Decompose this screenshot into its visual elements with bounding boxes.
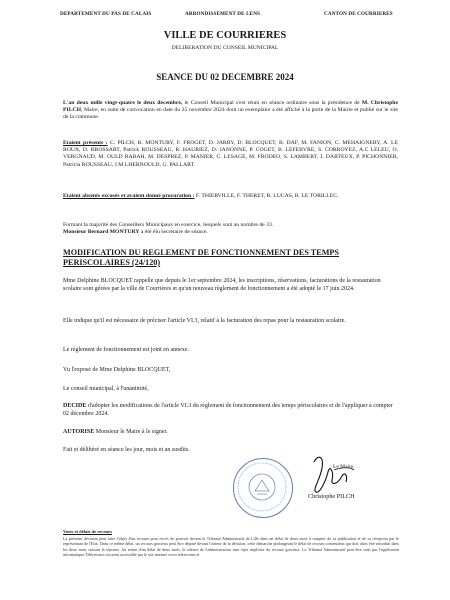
- intro-text-2: , Maire, en suite de convocation en date du 25 novembre 2024 dont un exemplaire a été affiché à la porte de la Mairie et publié sur le site de la commune.: [63, 107, 398, 121]
- quorum-paragraph: [63, 222, 398, 236]
- body-paragraph-2: Elle indique qu'il est nécessaire de préciser l'article VI.3, relatif à la facturation des repas pour la restauration scolaire.: [63, 318, 346, 324]
- body-paragraph-closing: Fait et délibéré en séance les jour, mois et an susdits.: [63, 447, 190, 453]
- secretary-name: Monsieur Bernard MONTURY: [63, 229, 140, 236]
- presents-paragraph: [63, 140, 398, 169]
- decide-text: d'adopter les modifications de l'article VI.3 du règlement de fonctionnement des temps périscolaires et de l'appliquer à compter 02 décembre 2024.: [63, 403, 393, 418]
- body-paragraph-4: Vu l'exposé de Mme Delphine BLOCQUET,: [63, 367, 171, 373]
- presents-list: C. PILCH, B. MONTURY, F. FROGET, D. JARRY, D. BLOCQUET, B. DAF, M. FANION, C. MEHAIGNERY, A. LE ROUX, D. BROSSART, Patrick ROUSSEAU, R. HAURIEZ, D. JANONNE, P. COGET, B. LEFEBVRE, S. CORROYEZ, A.C LELEU, O. VERGNAUD, M. OULD RABAH, M. DESPREZ, P. MANIER, C. LESAGE, M. FRODEO, S. LAMBERT, J. DARTEUX, P. PICHONNIER, Patricia ROUSSEAU, J.M LHERNOULD, G. PALLART.: [63, 140, 398, 168]
- absents-list: F. THIERVILLE, F. THERET, R. LUCAS, B. LE TORILLEC.: [194, 193, 339, 199]
- header-canton: CANTON DE COURRIERES: [324, 11, 393, 17]
- absents-paragraph: [63, 193, 398, 200]
- quorum-line: Formant la majorité des Conseillers Municipaux en exercice, lesquels sont au nombre de 33.: [63, 222, 274, 228]
- mayor-signature-icon: [304, 450, 374, 495]
- authorise-text: Monsieur le Maire à le signer.: [94, 429, 168, 435]
- presents-label: Etaient présents :: [63, 140, 108, 146]
- body-paragraph-1: Mme Delphine BLOCQUET rappelle que depuis le 1er septembre 2024, les inscriptions, réservations, facturations de la restauration scolaire sont gérées par la ville de Courrières et qu'un nouveau règlement de fonctionnement a été adopté le 17 juin 2024.: [63, 278, 381, 293]
- decide-keyword: DECIDE: [63, 403, 87, 409]
- body-paragraph-5: Le conseil municipal, à l'unanimité,: [63, 386, 149, 392]
- town-seal-icon: [233, 458, 293, 518]
- body-paragraph-decide: [63, 402, 398, 418]
- intro-date: L'an deux mille vingt-quatre le deux décembre,: [63, 100, 183, 106]
- secretary-line: [63, 229, 398, 236]
- intro-mayor: M. Christophe PILCH: [63, 100, 398, 114]
- deliberation-heading: MODIFICATION DU REGLEMENT DE FONCTIONNEMENT DES TEMPS PERISCOLAIRES (24/120): [63, 248, 339, 267]
- header-arrondissement: ARRONDISSEMENT DE LENS: [185, 11, 261, 17]
- footer-text: La présente décision peut faire l'objet d'un recours pour excès de pouvoir devant le Tribunal Administratif de Lille dans un délai de deux mois à compter de sa publication et de sa réception par le représentant de l'Etat. Dans ce même délai, un recours gracieux peut être déposé devant l'auteur de la décision, cette démarche prolongeant le délai de recours contentieux qui doit alors être introduit dans les deux mois suivant la réponse. Au terme d'un délai de deux mois, le silence de l'administration vaut rejet implicite du recours gracieux. Le Tribunal Administratif peut être saisi par l'application informatique Télérecours citoyens accessible par le site internet www.telerecours.fr: [63, 536, 399, 557]
- secretary-text: a été élu secrétaire de séance.: [139, 229, 208, 236]
- absents-label: Etaient absents excusés et avaient donné procuration :: [63, 193, 195, 199]
- footer-title: Voies et délais de recours: [63, 529, 112, 534]
- body-paragraph-3: Le règlement de fonctionnement est joint en annexe.: [63, 347, 189, 353]
- intro-paragraph: [63, 100, 398, 122]
- document-subtitle: DELIBERATION DU CONSEIL MUNICIPAL: [171, 45, 279, 51]
- body-paragraph-authorise: [63, 428, 398, 436]
- signature-name: Christophe PILCH: [308, 493, 355, 500]
- header-department: DEPARTEMENT DU PAS DE CALAIS: [60, 11, 152, 17]
- seance-date: SEANCE DU 02 DECEMBRE 2024: [156, 72, 294, 82]
- intro-text-1: le Conseil Municipal s'est réuni en séance ordinaire sous la présidence de: [182, 100, 362, 106]
- signature-role: Le Maire,: [333, 464, 355, 470]
- authorise-keyword: AUTORISE: [63, 429, 95, 435]
- document-title: VILLE DE COURRIERES: [163, 30, 287, 41]
